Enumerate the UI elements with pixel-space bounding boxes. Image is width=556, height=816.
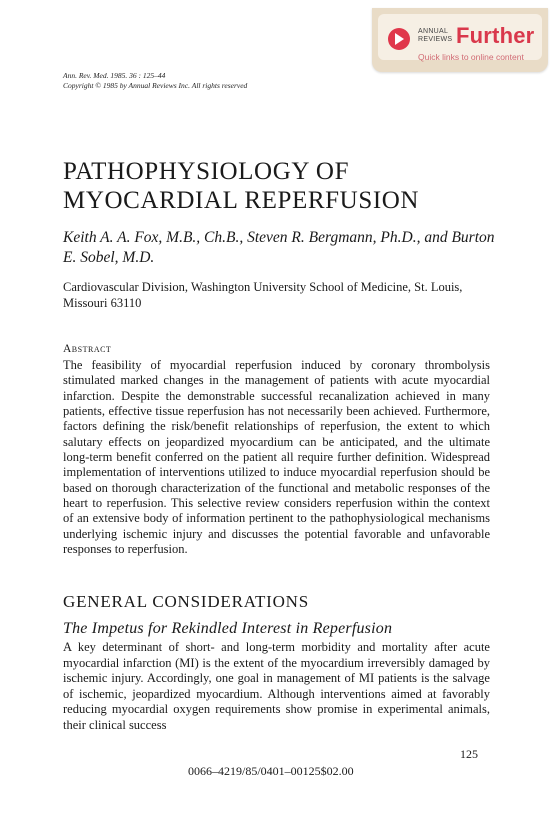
author-affiliation: Cardiovascular Division, Washington University School of Medicine, St. Louis, Missouri 63110: [63, 280, 463, 310]
quick-links-label[interactable]: Quick links to online content: [418, 52, 524, 62]
further-label: Further: [456, 23, 535, 48]
annual-reviews-label: [418, 28, 452, 44]
section-heading: GENERAL CONSIDERATIONS: [63, 592, 309, 611]
further-badge-panel: [378, 14, 542, 60]
further-badge[interactable]: [372, 8, 548, 72]
footer-code: 0066–4219/85/0401–00125$02.00: [188, 764, 354, 778]
journal-reference: [63, 71, 247, 91]
subsection-heading: The Impetus for Rekindled Interest in Reperfusion: [63, 620, 393, 637]
article-authors: Keith A. A. Fox, M.B., Ch.B., Steven R. Bergmann, Ph.D., and Burton E. Sobel, M.D.: [63, 229, 495, 266]
abstract-heading: Abstract: [63, 343, 112, 355]
abstract-text: The feasibility of myocardial reperfusion induced by coronary thrombolysis stimulated marked changes in the management of patients with acute myocardial infarction. Despite the demonstrable successful recanalization achieved in many patients, effective tissue reperfusion has not necessarily been achieved. Furthermore, factors defining the risk/benefit relationships of reperfusion, the extent to which salutary effects on jeopardized myocardium can be anticipated, and the ultimate long-term benefit conferred on the patient all require further definition. Widespread implementation of interventions utilized to induce myocardial reperfusion should be based on thorough characterization of the functional and metabolic responses of the heart to reperfusion. This selective review considers reperfusion within the context of an extensive body of information pertinent to the pathophysiological mechanisms underlying ischemic injury and discusses the potential favorable and unfavorable responses to reperfusion.: [63, 358, 490, 557]
copyright-line: Copyright © 1985 by Annual Reviews Inc. All rights reserved: [63, 81, 248, 90]
journal-citation: Ann. Rev. Med. 1985. 36 : 125–44: [63, 71, 166, 80]
page-number: 125: [460, 747, 478, 761]
annual-reviews-logo-icon: [388, 28, 410, 50]
article-title: PATHOPHYSIOLOGY OF MYOCARDIAL REPERFUSION: [63, 158, 420, 214]
body-paragraph: A key determinant of short- and long-term morbidity and mortality after acute myocardial infarction (MI) is the extent of the myocardium irreversibly damaged by ischemic injury. Accordingly, one goal in management of MI patients is the salvage of ischemic, jeopardized myocardium. Although interventions aimed at favorably reducing myocardial oxygen requirements show promise in experimental animals, their clinical success: [63, 640, 490, 732]
annual-reviews-text: ANNUAL REVIEWS: [418, 28, 453, 43]
